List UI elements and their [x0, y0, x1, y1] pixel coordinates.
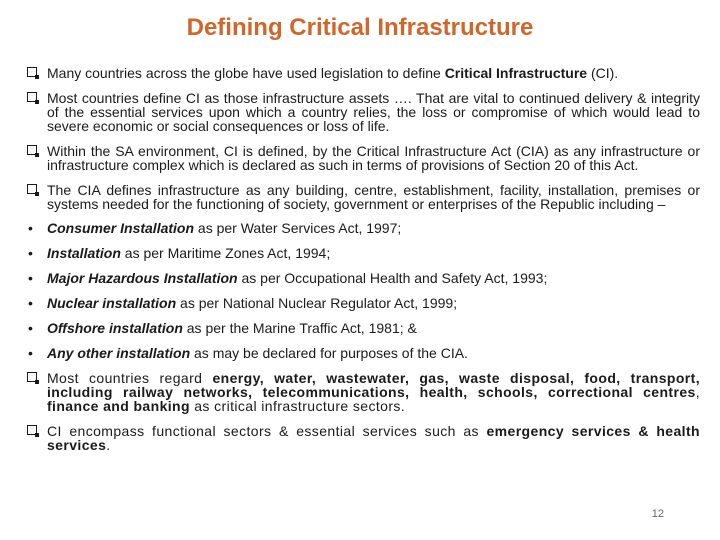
bullet-text: as per Occupational Health and Safety Act, 1993; — [237, 270, 548, 286]
installation-term: Major Hazardous Installation — [47, 270, 238, 286]
bullet-text: as per Maritime Zones Act, 1994; — [120, 245, 331, 261]
bullet-item-most-countries — [26, 91, 700, 133]
bullet-text: Within the SA environment, CI is defined, by the Critical Infrastructure Act (CIA) as any infrastructure or infrastructure complex which is declared as such in terms of provisions of Section 20 of this Act. — [47, 143, 700, 173]
checkbox-bullet-icon — [27, 67, 37, 77]
installation-term: Any other installation — [47, 345, 191, 361]
slide-title: Defining Critical Infrastructure — [186, 14, 534, 41]
checkbox-bullet-icon — [27, 425, 37, 435]
dot-bullet-icon: • — [28, 270, 33, 286]
bullet-text: Most countries regard — [47, 370, 213, 386]
dot-bullet-icon: • — [28, 345, 33, 361]
bullet-bold-text: Critical Infrastructure — [444, 65, 588, 81]
bullet-text: (CI). — [587, 65, 619, 81]
bullet-item-cia-defines — [26, 183, 700, 211]
sub-bullet-item — [26, 321, 700, 335]
sub-bullet-item — [26, 296, 700, 310]
bullet-text: as may be declared for purposes of the CIA. — [190, 345, 468, 361]
installation-term: Nuclear installation — [47, 295, 177, 311]
checkbox-bullet-icon — [27, 145, 37, 155]
bullet-text: , — [695, 384, 700, 400]
installation-term: Consumer Installation — [47, 220, 195, 236]
checkbox-bullet-icon — [27, 372, 37, 382]
installation-term: Installation — [47, 245, 121, 261]
bullet-bold-text: finance and banking — [47, 398, 190, 414]
bullet-text: Most countries define CI as those infrastructure assets …. That are vital to continued delivery & integrity of the essential services upon which a country relies, the loss or compromise of which would lead to severe economic or social consequences or loss of life. — [47, 90, 700, 134]
checkbox-bullet-icon — [27, 92, 37, 102]
page-number: 12 — [651, 508, 664, 520]
bullet-text: as per the Marine Traffic Act, 1981; & — [182, 320, 417, 336]
dot-bullet-icon: • — [28, 320, 33, 336]
bullet-bold-text: energy, water, wastewater, gas, waste disposal, food, transport, including railway networks, telecommunications, health, schools, correctional centres — [47, 370, 700, 400]
dot-bullet-icon: • — [28, 295, 33, 311]
bullet-item-legislation — [26, 66, 700, 80]
bullet-bold-text: emergency services & health services — [47, 423, 700, 453]
sub-bullet-item — [26, 246, 700, 260]
bullet-text: as per National Nuclear Regulator Act, 1999; — [176, 295, 458, 311]
sub-bullet-item — [26, 346, 700, 360]
bullet-text: . — [106, 437, 111, 453]
bullet-text: as per Water Services Act, 1997; — [194, 220, 402, 236]
bullet-list — [26, 66, 700, 452]
dot-bullet-icon: • — [28, 245, 33, 261]
sub-bullet-item — [26, 271, 700, 285]
bullet-item-sa-environment — [26, 144, 700, 172]
bullet-text: CI encompass functional sectors & essential services such as — [47, 423, 487, 439]
installation-term: Offshore installation — [47, 320, 183, 336]
bullet-item-functional-sectors — [26, 424, 700, 452]
sub-bullet-item — [26, 221, 700, 235]
dot-bullet-icon: • — [28, 220, 33, 236]
bullet-item-sectors — [26, 371, 700, 413]
bullet-text: Many countries across the globe have used legislation to define — [47, 65, 445, 81]
bullet-text: The CIA defines infrastructure as any building, centre, establishment, facility, installation, premises or systems needed for the functioning of society, government or enterprises of the Republic including – — [47, 182, 700, 212]
checkbox-bullet-icon — [27, 184, 37, 194]
bullet-text: as critical infrastructure sectors. — [189, 398, 406, 414]
